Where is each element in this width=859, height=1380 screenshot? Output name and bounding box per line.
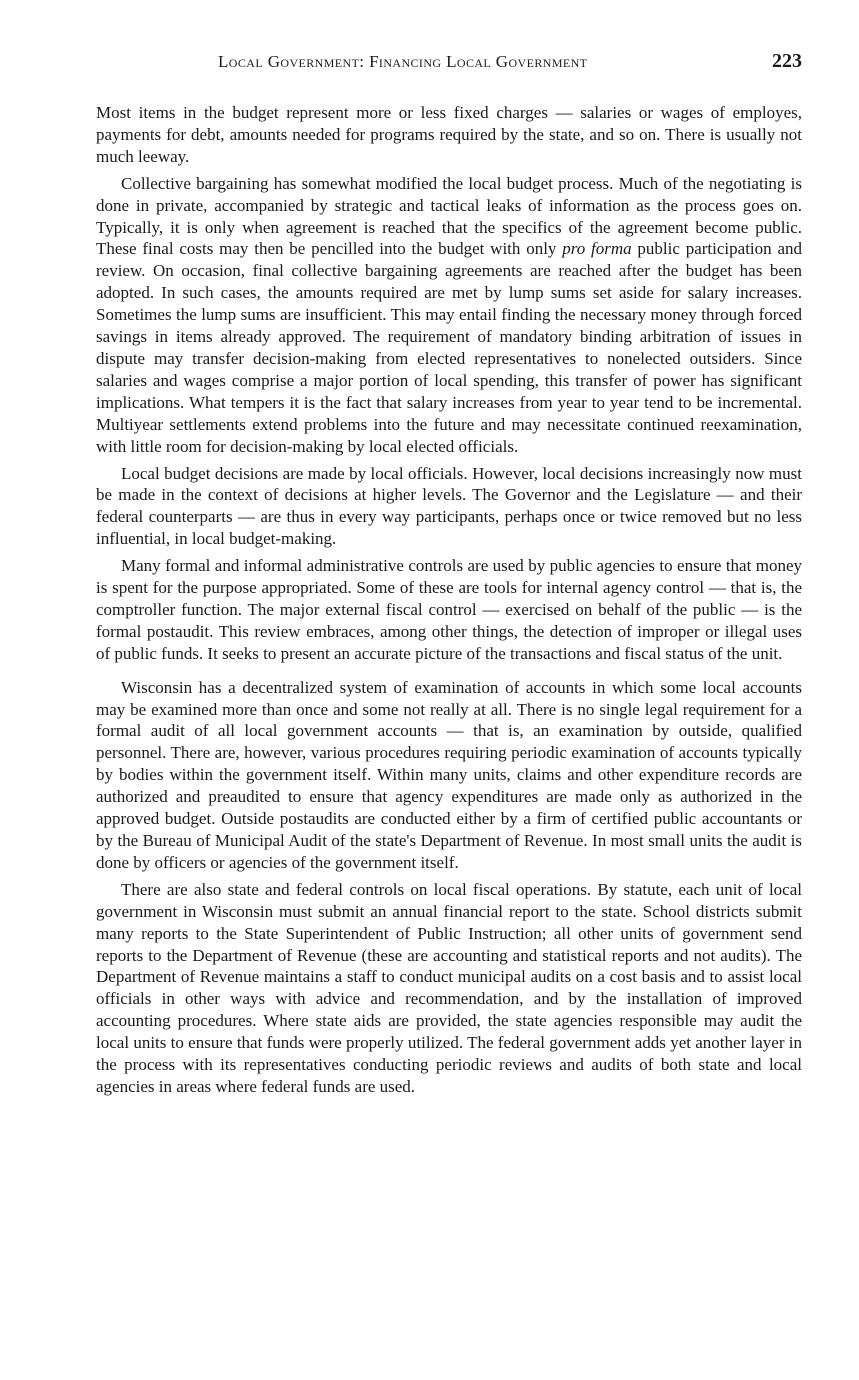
body-text bbox=[96, 102, 802, 1103]
page-number: 223 bbox=[772, 50, 802, 72]
paragraph-6: There are also state and federal controls on local fiscal operations. By statute, each unit of local government in Wisconsin must submit an annual financial report to the state. School districts submit many reports to the State Superintendent of Public Instruction; all other units of government send reports to the Department of Revenue (these are accounting and statistical reports and not audits). The Department of Revenue maintains a staff to conduct municipal audits on a cost basis and to assist local officials in other ways with advice and recommendation, and by the installation of improved accounting procedures. Where state aids are provided, the state agencies responsible may audit the local units to ensure that funds were properly utilized. The federal government adds yet another layer in the process with its representatives conducting periodic reviews and audits of both state and local agencies in areas where federal funds are used. bbox=[96, 879, 802, 1096]
paragraph-2-text-a: Collective bargaining has somewhat modified the local budget process. Much of the negotiating is done in private, accompanied by strategic and tactical leaks of information as the process goes on. Typically, it is only when agreement is reached that the specifics of the agreement become public. These final costs may then be pencilled into the budget with only bbox=[96, 173, 802, 259]
running-head bbox=[96, 52, 802, 78]
paragraph-4: Many formal and informal administrative controls are used by public agencies to ensure that money is spent for the purpose appropriated. Some of these are tools for internal agency control — that is, the comptroller function. The major external fiscal control — exercised on behalf of the public — is the formal postaudit. This review embraces, among other things, the detection of improper or illegal uses of public funds. It seeks to present an accurate picture of the transactions and fiscal status of the unit. bbox=[96, 556, 802, 663]
paragraph-5: Wisconsin has a decentralized system of examination of accounts in which some local accounts may be examined more than once and some not really at all. There is no single legal requirement for a formal audit of all local government accounts — that is, an examination by outside, qualified personnel. There are, however, various procedures requiring periodic examination of accounts typically by bodies within the government itself. Within many units, claims and other expenditure records are authorized and preaudited to ensure that agency expenditures are made only as authorized in the approved budget. Outside postaudits are conducted either by a firm of certified public accountants or by the Bureau of Municipal Audit of the state's Department of Revenue. In most small units the audit is done by officers or agencies of the government itself. bbox=[96, 677, 802, 872]
paragraph-3: Local budget decisions are made by local officials. However, local decisions increasingly now must be made in the context of decisions at higher levels. The Governor and the Legislature — and their federal counterparts — are thus in every way participants, perhaps once or twice removed but no less influential, in local budget-making. bbox=[96, 463, 802, 549]
paragraph-2-italic: pro forma bbox=[562, 239, 632, 259]
running-title: Local Government: Financing Local Government bbox=[218, 52, 588, 71]
paragraph-2-text-b: public participation and review. On occasion, final collective bargaining agreements are reached after the budget has been adopted. In such cases, the amounts required are met by lump sums set aside for salary increases. Sometimes the lump sums are insufficient. This may entail finding the necessary money through forced savings in items already approved. The requirement of mandatory binding arbitration of issues in dispute may transfer decision-making from elected representatives to nonelected outsiders. Since salaries and wages comprise a major portion of local spending, this transfer of power has significant implications. What tempers it is the fact that salary increases from year to year tend to be incremental. Multiyear settlements extend problems into the future and may necessitate continued reexamination, with little room for decision-making by local elected officials. bbox=[96, 239, 802, 456]
paragraph-2 bbox=[96, 173, 802, 458]
paragraph-1: Most items in the budget represent more or less fixed charges — salaries or wages of employes, payments for debt, amounts needed for programs required by the state, and so on. There is usually not much leeway. bbox=[96, 103, 802, 166]
